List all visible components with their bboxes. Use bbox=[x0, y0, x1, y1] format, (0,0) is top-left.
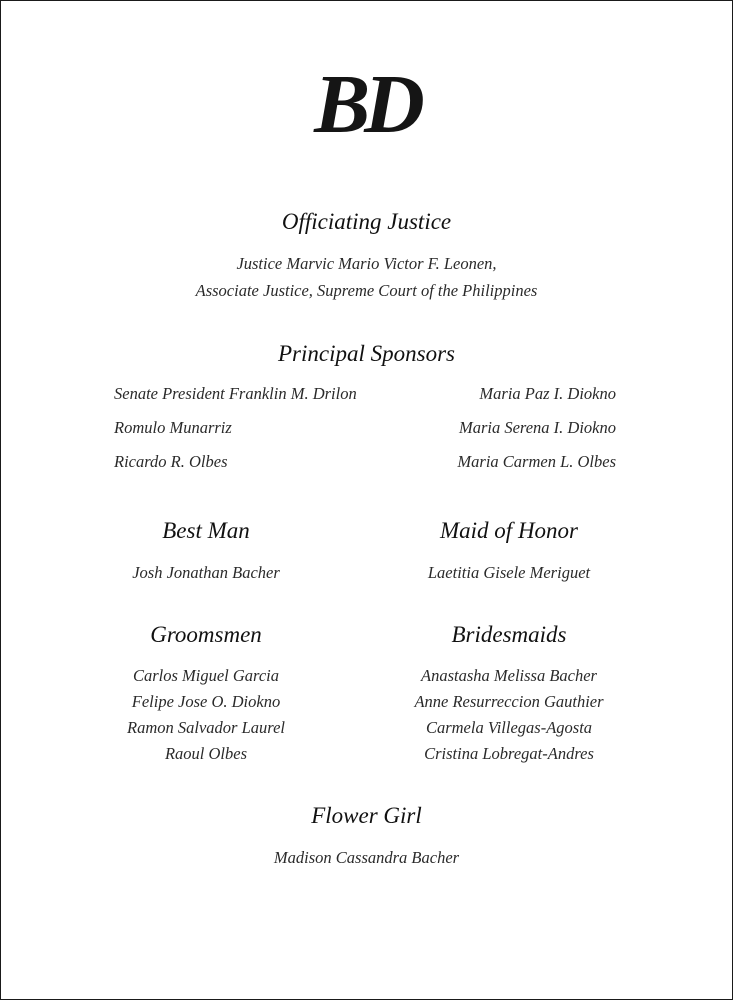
bridesmaid-name: Anastasha Melissa Bacher bbox=[421, 666, 597, 685]
principal-sponsor-left-2: Romulo Munarriz bbox=[114, 418, 232, 437]
bridesmaids-list bbox=[399, 663, 619, 767]
groomsman-name: Ramon Salvador Laurel bbox=[127, 718, 285, 737]
best-man-name: Josh Jonathan Bacher bbox=[132, 563, 280, 582]
groomsman-name: Carlos Miguel Garcia bbox=[132, 666, 280, 685]
flower-girl-heading: Flower Girl bbox=[311, 803, 422, 828]
principal-sponsor-right-3: Maria Carmen L. Olbes bbox=[457, 452, 616, 471]
groomsmen-heading: Groomsmen bbox=[150, 622, 262, 647]
principal-sponsor-left-3: Ricardo R. Olbes bbox=[114, 452, 228, 471]
principal-sponsor-right-1: Maria Paz I. Diokno bbox=[479, 384, 616, 403]
officiating-justice-name: Justice Marvic Mario Victor F. Leonen, bbox=[236, 254, 497, 273]
bridesmaids-heading: Bridesmaids bbox=[451, 622, 567, 647]
monogram: BD bbox=[314, 58, 419, 151]
principal-sponsors-heading: Principal Sponsors bbox=[278, 341, 455, 366]
officiating-justice-title: Associate Justice, Supreme Court of the Philippines bbox=[195, 281, 538, 300]
flower-girl-name: Madison Cassandra Bacher bbox=[273, 848, 460, 867]
bridesmaid-name: Carmela Villegas-Agosta bbox=[425, 718, 593, 737]
groomsman-name: Raoul Olbes bbox=[164, 744, 248, 763]
officiating-justice-heading: Officiating Justice bbox=[281, 209, 452, 234]
best-man-heading: Best Man bbox=[162, 518, 250, 543]
maid-of-honor-heading: Maid of Honor bbox=[440, 518, 578, 543]
principal-sponsor-right-2: Maria Serena I. Diokno bbox=[458, 418, 616, 437]
groomsman-name: Felipe Jose O. Diokno bbox=[131, 692, 281, 711]
groomsmen-list bbox=[96, 663, 316, 767]
maid-of-honor-name: Laetitia Gisele Meriguet bbox=[427, 563, 591, 582]
bridesmaid-name: Cristina Lobregat-Andres bbox=[424, 744, 594, 763]
bridesmaid-name: Anne Resurreccion Gauthier bbox=[414, 692, 604, 711]
principal-sponsor-left-1: Senate President Franklin M. Drilon bbox=[114, 384, 357, 403]
